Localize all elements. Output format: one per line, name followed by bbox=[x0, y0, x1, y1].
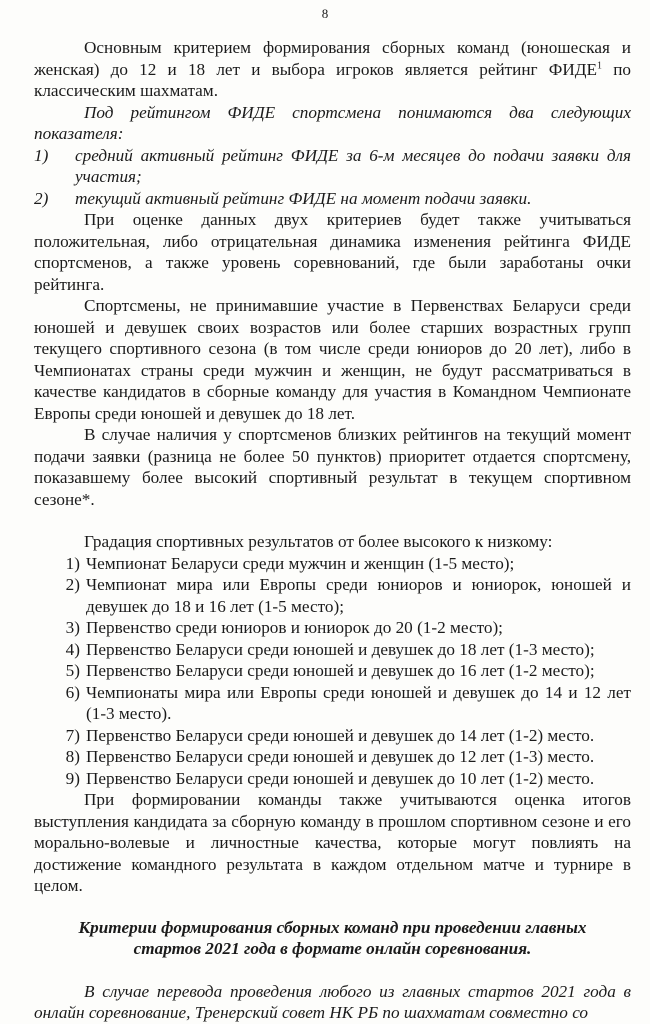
result-number: 5) bbox=[65, 661, 80, 680]
results-list bbox=[34, 553, 631, 790]
criteria-text: средний активный рейтинг ФИДЕ за 6-м месяцев до подачи заявки для участия; bbox=[75, 145, 631, 186]
spacer bbox=[34, 960, 631, 981]
heading-line: Критерии формирования сборных команд при проведении главных bbox=[78, 917, 587, 937]
result-text: Первенство Беларуси среди юношей и девушек до 12 лет (1-3) место. bbox=[86, 747, 595, 766]
result-number: 2) bbox=[65, 575, 80, 594]
result-text: Первенство Беларуси среди юношей и девушек до 16 лет (1-2 место); bbox=[86, 661, 595, 680]
result-text: Первенство Беларуси среди юношей и девушек до 10 лет (1-2) место. bbox=[86, 768, 595, 788]
result-number: 3) bbox=[65, 618, 80, 637]
paragraph-evaluation: При формировании команды также учитываются оценка итогов выступления кандидата за сборную команду в прошлом спортивном сезоне и его морально-волевые и личностные качества, которые могут повлиять на достижение командного результата в каждом отдельном матче и турнире в целом. bbox=[34, 790, 631, 895]
result-text: Чемпионат Беларуси среди мужчин и женщин (1-5 место); bbox=[86, 553, 515, 573]
result-text: Первенство среди юниоров и юниорок до 20 (1-2 место); bbox=[86, 618, 503, 637]
footnote-marker: 1 bbox=[597, 59, 603, 71]
result-text: Первенство Беларуси среди юношей и девушек до 18 лет (1-3 место); bbox=[86, 639, 595, 659]
result-item bbox=[34, 617, 631, 639]
paragraph-participation: Спортсмены, не принимавшие участие в Первенствах Беларуси среди юношей и девушек своих возрастов или более старших возрастных групп текущего спортивного сезона (в том числе среди юниоров до 20 лет), либо в Чемпионатах страны среди мужчин и женщин, не будут рассматриваться в качестве кандидатов в сборные команду для участия в Командном Чемпионате Европы среди юношей и девушек до 18 лет. bbox=[34, 296, 631, 423]
result-item bbox=[34, 682, 631, 725]
paragraph-dynamics: При оценке данных двух критериев будет также учитываться положительная, либо отрицательная динамика изменения рейтинга ФИДЕ спортсменов, а также уровень соревнований, где были заработаны очки рейтинга. bbox=[34, 210, 631, 294]
result-item bbox=[34, 768, 631, 790]
paragraph-text: по классическим шахматам. bbox=[34, 59, 632, 100]
criteria-number: 1) bbox=[34, 145, 49, 165]
result-number: 6) bbox=[65, 682, 80, 702]
paragraph-priority: В случае наличия у спортсменов близких рейтингов на текущий момент подачи заявки (разница не более 50 пунктов) приоритет отдается спортсмену, показавшему более высокий спортивный результат в текущем спортивном сезоне*. bbox=[34, 425, 631, 509]
heading-line: стартов 2021 года в формате онлайн соревнования. bbox=[133, 939, 532, 958]
result-number: 8) bbox=[65, 747, 80, 766]
result-item bbox=[34, 639, 631, 661]
result-number: 1) bbox=[65, 553, 80, 573]
result-text: Чемпионаты мира или Европы среди юношей и девушек до 14 и 12 лет (1-3 место). bbox=[86, 682, 631, 723]
criteria-text: текущий активный рейтинг ФИДЕ на момент подачи заявки. bbox=[75, 188, 532, 208]
result-text: Первенство Беларуси среди юношей и девушек до 14 лет (1-2) место. bbox=[86, 725, 595, 745]
page-number: 8 bbox=[321, 6, 329, 21]
criteria-item bbox=[34, 188, 631, 210]
spacer bbox=[34, 510, 631, 531]
paragraph-rating-definition: Под рейтингом ФИДЕ спортсмена понимаются два следующих показателя: bbox=[34, 102, 631, 143]
paragraph-gradation-intro: Градация спортивных результатов от более высокого к низкому: bbox=[84, 532, 553, 551]
result-item bbox=[34, 553, 631, 575]
result-item bbox=[34, 746, 631, 768]
result-number: 9) bbox=[65, 768, 80, 788]
result-item bbox=[34, 725, 631, 747]
result-number: 7) bbox=[65, 725, 80, 745]
criteria-number: 2) bbox=[34, 188, 49, 208]
result-text: Чемпионат мира или Европы среди юниоров и юниорок, юношей и девушек до 18 и 16 лет (1-5 место); bbox=[86, 575, 631, 616]
page-content bbox=[34, 37, 631, 1024]
section-heading bbox=[34, 917, 631, 960]
paragraph-online: В случае перевода проведения любого из главных стартов 2021 года в онлайн соревнование, Тренерский совет НК РБ по шахматам совместно со bbox=[34, 981, 631, 1022]
paragraph-main-criterion bbox=[34, 37, 631, 102]
criteria-item bbox=[34, 145, 631, 188]
paragraph-text: Основным критерием формирования сборных команд (юношеская и женская) до 12 и 18 лет и выбора игроков является рейтинг ФИДЕ bbox=[34, 38, 631, 79]
result-item bbox=[34, 660, 631, 682]
criteria-list bbox=[34, 145, 631, 210]
result-number: 4) bbox=[65, 639, 80, 659]
result-item bbox=[34, 574, 631, 617]
